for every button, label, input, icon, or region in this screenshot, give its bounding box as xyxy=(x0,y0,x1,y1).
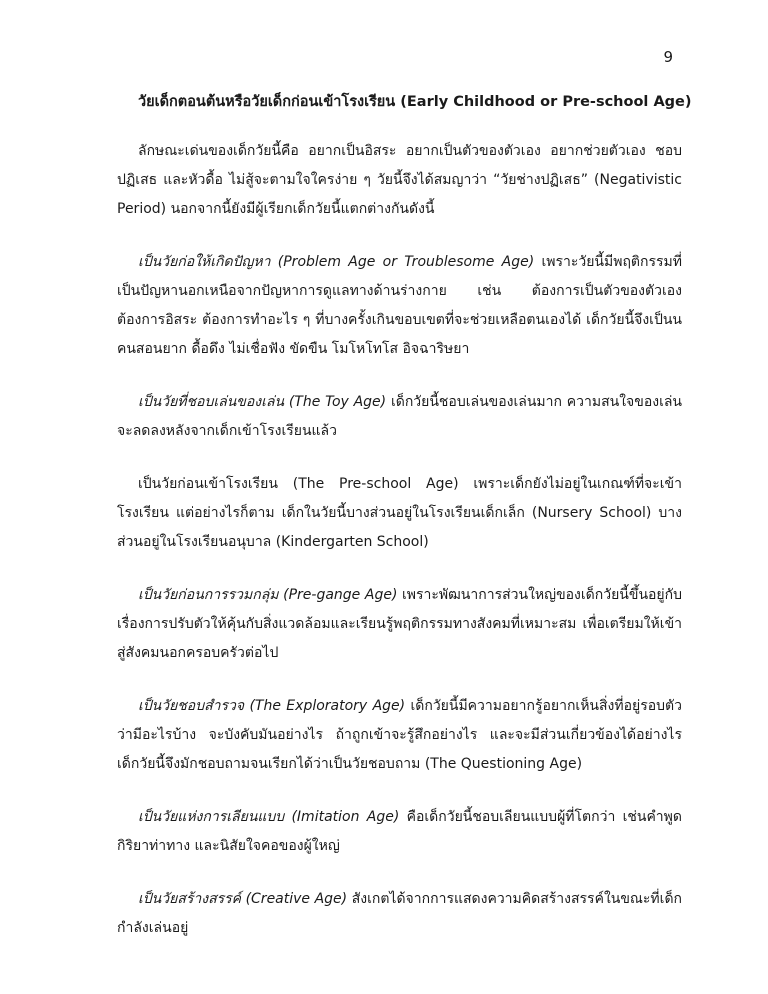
paragraph-preschool-age xyxy=(117,470,682,557)
paragraph-problem-age xyxy=(117,248,682,364)
paragraph-creative-age xyxy=(117,885,682,943)
paragraph-term: เป็นวัยสร้างสรรค์ (Creative Age) xyxy=(138,891,348,907)
paragraph-imitation-age xyxy=(117,803,682,861)
paragraph-text: เด็กวัยนี้มีความอยากรู้อยากเห็นสิ่งที่อยู่รอบตัวว่ามีอะไรบ้าง จะบังคับมันอย่างไร ถ้าถูกเข้าจะรู้สึกอย่างไร และจะมีส่วนเกี่ยวข้องได้อย่างไร เด็กวัยนี้จึงมักชอบถามจนเรียกได้ว่าเป็นวัยชอบถาม (The Questioning Age) xyxy=(117,698,682,772)
paragraph-intro xyxy=(117,137,682,224)
section-heading: วัยเด็กตอนต้นหรือวัยเด็กก่อนเข้าโรงเรียน (Early Childhood or Pre-school Age) xyxy=(138,94,692,110)
paragraph-term: เป็นวัยก่อนการรวมกลุ่ม (Pre-gange Age) xyxy=(138,587,398,603)
page-content xyxy=(117,92,692,943)
paragraph-term: เป็นวัยที่ชอบเล่นของเล่น (The Toy Age) xyxy=(138,394,387,410)
paragraph-text: คือเด็กวัยนี้ชอบเลียนแบบผู้ที่โตกว่า เช่นคำพูด กิริยาท่าทาง และนิสัยใจคอของผู้ใหญ่ xyxy=(117,809,682,854)
paragraph-pregange-age xyxy=(117,581,682,668)
paragraph-text: สังเกตได้จากการแสดงความคิดสร้างสรรค์ในขณะที่เด็กกำลังเล่นอยู่ xyxy=(117,891,683,936)
paragraph-toy-age xyxy=(117,388,682,446)
paragraph-exploratory-age xyxy=(117,692,682,779)
paragraph-term: เป็นวัยแห่งการเลียนแบบ (Imitation Age) xyxy=(138,809,400,825)
paragraph-text: ลักษณะเด่นของเด็กวัยนี้คือ อยากเป็นอิสระ อยากเป็นตัวของตัวเอง อยากช่วยตัวเอง ชอบปฏิเสธ และหัวดื้อ ไม่สู้จะตามใจใครง่าย ๆ วัยนี้จึงได้สมญาว่า “วัยช่างปฏิเสธ” (Negativistic Period) นอกจากนี้ยังมีผู้เรียกเด็กวัยนี้แตกต่างกันดังนี้ xyxy=(117,143,682,217)
paragraph-text: เพราะวัยนี้มีพฤติกรรมที่เป็นปัญหานอกเหนือจากปัญหาการดูแลทางด้านร่างกาย เช่น ต้องการเป็นตัวของตัวเอง ต้องการอิสระ ต้องการทำอะไร ๆ ที่บางครั้งเกินขอบเขตที่จะช่วยเหลือตนเองได้ เด็กวัยนี้จึงเป็นนคนสอนยาก ดื้อดึง ไม่เชื่อฟัง ขัดขืน โมโหโทโส อิจฉาริษยา xyxy=(117,254,682,357)
paragraph-term: เป็นวัยก่อให้เกิดปัญหา (Problem Age or Troublesome Age) xyxy=(138,254,535,270)
paragraph-text: เป็นวัยก่อนเข้าโรงเรียน (The Pre-school Age) เพราะเด็กยังไม่อยู่ในเกณฑ์ที่จะเข้าโรงเรียน แต่อย่างไรก็ตาม เด็กในวัยนี้บางส่วนอยู่ในโรงเรียนเด็กเล็ก (Nursery School) บางส่วนอยู่ในโรงเรียนอนุบาล (Kindergarten School) xyxy=(117,476,682,550)
paragraph-term: เป็นวัยชอบสำรวจ (The Exploratory Age) xyxy=(138,698,406,714)
page-number: 9 xyxy=(663,48,673,66)
paragraph-text: เพราะพัฒนาการส่วนใหญ่ของเด็กวัยนี้ขึ้นอยู่กับเรื่องการปรับตัวให้คุ้นกับสิ่งแวดล้อมและเรียนรู้พฤติกรรมทางสังคมที่เหมาะสม เพื่อเตรียมให้เข้าสู่สังคมนอกครอบครัวต่อไป xyxy=(117,587,682,661)
paragraph-text: เด็กวัยนี้ชอบเล่นของเล่นมาก ความสนใจของเล่นจะลดลงหลังจากเด็กเข้าโรงเรียนแล้ว xyxy=(117,394,683,439)
